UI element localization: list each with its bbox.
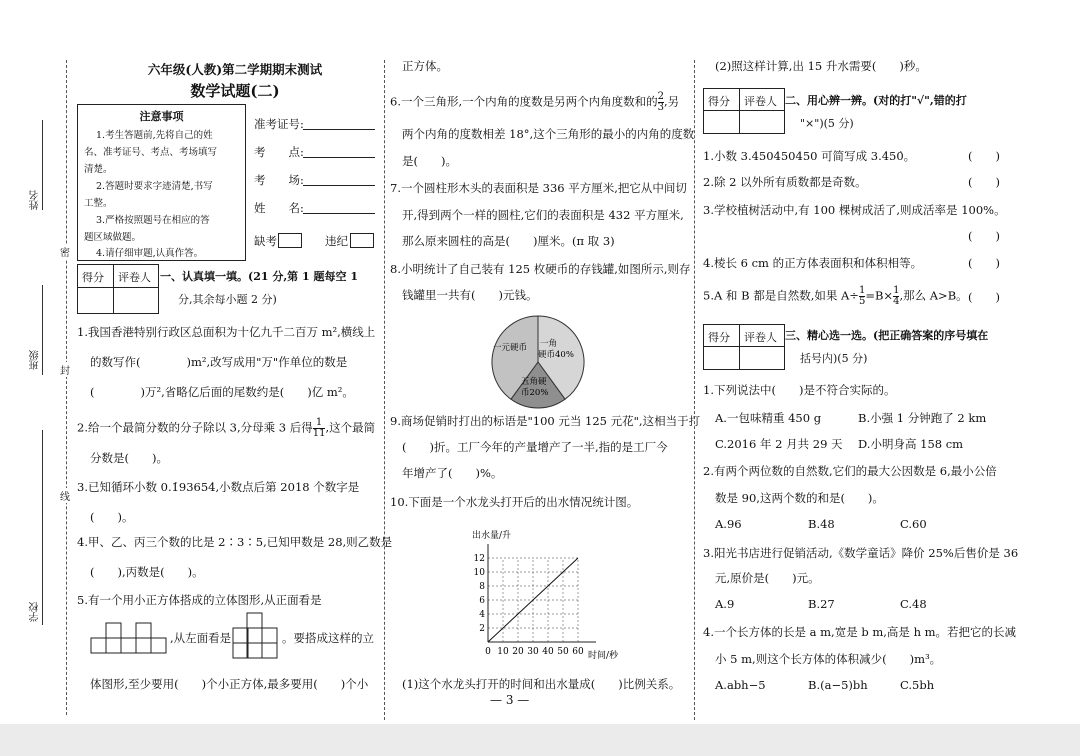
score-divider [739, 325, 740, 369]
choice-4-option-c[interactable]: C.5bh [900, 678, 935, 692]
section3-heading: 三、精心选一选。(把正确答案的序号填在 [785, 329, 989, 342]
judge-5-fraction-2: $\frac{1}{4}$ [893, 285, 900, 307]
water-flow-chart [470, 520, 640, 670]
pie-label-wujiao: 五角硬 [521, 377, 547, 387]
page-bottom-margin [0, 724, 1080, 756]
question-7-line2: 开,得到两个一样的圆柱,它们的表面积是 432 平方厘米, [402, 208, 684, 222]
choice-1-option-d[interactable]: D.小明身高 158 cm [858, 437, 964, 451]
name-label: 姓名 [30, 190, 41, 210]
notice-box [77, 104, 246, 261]
judge-4: 4.棱长 6 cm 的正方体表面积和体积相等。 [703, 256, 923, 270]
score-box-2 [703, 88, 785, 134]
notice-line: 4.请仔细审题,认真作答。 [96, 248, 204, 259]
front-view-figure [90, 622, 170, 654]
chart-y-label: 出水量/升 [472, 531, 512, 541]
y-tick-label: 2 [479, 624, 485, 634]
question-3-line2: ( )。 [90, 510, 134, 524]
exam-number-field[interactable] [303, 129, 375, 130]
choice-3-option-c[interactable]: C.48 [900, 597, 927, 611]
name-line [42, 120, 43, 210]
score-divider [113, 265, 114, 313]
choice-1-option-a[interactable]: A.一包味精重 450 g [715, 411, 822, 425]
x-tick-label: 0 [485, 647, 491, 657]
question-9-line3: 年增产了( )%。 [402, 466, 503, 480]
score-box-3 [703, 324, 785, 370]
choice-4-line1: 4.一个长方体的长是 a m,宽是 b m,高是 h m。若把它的长减 [703, 625, 1017, 639]
judge-1: 1.小数 3.450450450 可简写成 3.4̇50̇。 [703, 149, 916, 163]
section1-heading-2: 分,其余每小题 2 分) [178, 293, 277, 306]
x-tick-label: 50 [557, 647, 569, 657]
notice-line: 工整。 [84, 198, 113, 209]
score-divider [739, 89, 740, 133]
question-6-text-end: ,另 [664, 94, 680, 109]
question-1-line3: ( )万²,省略亿后面的尾数约是( )亿 m²。 [90, 385, 354, 399]
judge-3: 3.学校植树活动中,有 100 棵树成活了,则成活率是 100%。 [703, 203, 1006, 217]
question-5-line3: 体图形,至少要用( )个小正方体,最多要用( )个小 [90, 677, 369, 691]
score-label: 得分 [82, 271, 104, 284]
name-field-label: 姓 名: [254, 201, 304, 215]
score-label: 得分 [708, 95, 730, 108]
question-6-line1 [390, 92, 679, 113]
choice-4-option-b[interactable]: B.(a−5)bh [808, 678, 868, 692]
x-tick-label: 10 [497, 647, 509, 657]
score-divider [704, 346, 784, 347]
judge-5 [703, 286, 968, 307]
question-9-line2: ( )折。工厂今年的产量增产了一半,指的是工厂今 [402, 440, 668, 454]
notice-line: 2.答题时要求字迹清楚,书写 [96, 181, 213, 192]
column-divider-1 [384, 60, 385, 720]
x-tick-label: 30 [527, 647, 539, 657]
choice-3-option-a[interactable]: A.9 [715, 597, 735, 611]
judge-5-answer[interactable]: ( ) [968, 290, 1000, 304]
question-2-line2: 分数是( )。 [90, 451, 168, 465]
choice-4-line2: 小 5 m,则这个长方体的体积减少( )m³。 [715, 652, 942, 666]
choice-3-option-b[interactable]: B.27 [808, 597, 835, 611]
section3-heading-2: 括号内)(5 分) [800, 352, 868, 365]
y-tick-label: 4 [479, 610, 485, 620]
grader-label: 评卷人 [744, 331, 777, 344]
judge-3-answer[interactable]: ( ) [968, 229, 1000, 243]
judge-5-fraction-1: $\frac{1}{5}$ [858, 285, 866, 307]
score-box-1 [77, 264, 159, 314]
seal-feng: 封 [60, 362, 70, 377]
exam-site-field[interactable] [303, 157, 375, 158]
notice-line: 清楚。 [84, 164, 113, 175]
choice-4-option-a[interactable]: A.abh−5 [715, 678, 766, 692]
question-10-part1: (1)这个水龙头打开的时间和出水量成( )比例关系。 [402, 677, 681, 691]
exam-subtitle: 数学试题(二) [190, 82, 280, 100]
column-divider-2 [694, 60, 695, 720]
question-8-line1: 8.小明统计了自己装有 125 枚硬币的存钱罐,如图所示,则存 [390, 262, 691, 276]
choice-1-option-c[interactable]: C.2016 年 2 月共 29 天 [715, 437, 843, 451]
y-tick-label: 6 [479, 596, 485, 606]
judge-5-text: 5.A 和 B 都是自然数,如果 A÷ [703, 288, 859, 303]
choice-1: 1.下列说法中( )是不符合实际的。 [703, 383, 896, 397]
question-2-text: 2.给一个最简分数的分子除以 3,分母乘 3 后得 [77, 420, 313, 435]
question-2-line1 [77, 418, 375, 439]
exam-site-label: 考 点: [254, 145, 304, 159]
fraction-numerator: 1 [313, 418, 326, 429]
violation-label: 违纪 [325, 234, 348, 248]
question-5-line1: 5.有一个用小正方体搭成的立体图形,从正面看是 [77, 593, 322, 607]
choice-1-option-b[interactable]: B.小强 1 分钟跑了 2 km [858, 411, 987, 425]
choice-2-line1: 2.有两个两位数的自然数,它们的最大公因数是 6,最小公倍 [703, 464, 997, 478]
fraction-numerator: 2 [657, 91, 664, 102]
question-4-line2: ( ),丙数是( )。 [90, 565, 204, 579]
question-1-line1: 1.我国香港特别行政区总面积为十亿九千二百万 m²,横线上 [77, 325, 376, 339]
question-4-line1: 4.甲、乙、丙三个数的比是 2∶3∶5,已知甲数是 28,则乙数是 [77, 535, 393, 549]
left-view-figure [232, 612, 278, 660]
violation-box[interactable] [350, 233, 374, 248]
section2-heading: 二、用心辨一辨。(对的打"√",错的打 [785, 94, 967, 107]
class-label: 班级 [30, 350, 41, 370]
question-6-text: 6.一个三角形,一个内角的度数是另两个内角度数和的 [390, 94, 658, 109]
choice-2-option-c[interactable]: C.60 [900, 517, 927, 531]
choice-2-option-b[interactable]: B.48 [808, 517, 835, 531]
score-divider [704, 110, 784, 111]
question-1-line2: 的数写作( )m²,改写成用"万"作单位的数是 [90, 355, 348, 369]
fraction-denominator: 4 [893, 296, 900, 307]
question-3-line1: 3.已知循环小数 0.1̇93654̇,小数点后第 2018 个数字是 [77, 480, 360, 494]
choice-3-line2: 元,原价是( )元。 [715, 571, 820, 585]
notice-line: 题区域做题。 [84, 232, 142, 243]
notice-line: 1.考生答题前,先将自己的姓 [96, 130, 213, 141]
page-number: — 3 — [490, 693, 530, 707]
school-label: 学校 [30, 602, 41, 622]
grader-label: 评卷人 [118, 271, 151, 284]
class-line [42, 285, 43, 375]
section1-heading-text: 一、认真填一填。(21 分,第 1 题每空 1 [160, 270, 358, 283]
pie-label-yijiao-2: 硬币40% [538, 350, 574, 360]
pie-label-wujiao-2: 币20% [521, 388, 549, 398]
school-line [42, 430, 43, 625]
question-6-line2: 两个内角的度数相差 18°,这个三角形的最小的内角的度数 [402, 127, 695, 141]
coin-pie-chart [488, 312, 588, 412]
pie-label-yiyuan: 一元硬币 [493, 343, 528, 353]
exam-room-field[interactable] [303, 185, 375, 186]
question-9-line1: 9.商场促销时打出的标语是"100 元当 125 元花",这相当于打 [390, 414, 701, 428]
question-5-continued: 正方体。 [402, 59, 448, 73]
question-6-line3: 是( )。 [402, 154, 457, 168]
judge-4-answer[interactable]: ( ) [968, 256, 1000, 270]
x-tick-label: 60 [572, 647, 584, 657]
exam-title: 六年级(人教)第二学期期末测试 [147, 62, 323, 77]
question-7-line1: 7.一个圆柱形木头的表面积是 336 平方厘米,把它从中间切 [390, 181, 687, 195]
choice-2-line2: 数是 90,这两个数的和是( )。 [715, 491, 884, 505]
y-tick-label: 10 [473, 568, 485, 578]
chart-x-label: 时间/秒 [588, 651, 619, 661]
notice-title: 注意事项 [139, 110, 184, 123]
score-label: 得分 [708, 331, 730, 344]
section1-heading [160, 268, 358, 284]
judge-2-answer[interactable]: ( ) [968, 175, 1000, 189]
absent-label: 缺考 [254, 234, 277, 248]
seal-xian: 线 [60, 488, 70, 503]
exam-number-label: 准考证号: [254, 117, 304, 131]
y-tick-label: 8 [479, 582, 485, 592]
judge-1-answer[interactable]: ( ) [968, 149, 1000, 163]
fraction-denominator: 3 [657, 102, 664, 113]
fraction-denominator: 11 [312, 428, 326, 439]
question-2-text-end: ,这个最简 [325, 420, 376, 435]
question-5-end: 。要搭成这样的立 [282, 631, 374, 645]
question-10: 10.下面是一个水龙头打开后的出水情况统计图。 [390, 495, 639, 509]
y-tick-label: 12 [473, 554, 485, 564]
notice-line: 3.严格按照题号在相应的答 [96, 215, 210, 226]
question-10-part2: (2)照这样计算,出 15 升水需要( )秒。 [715, 59, 927, 73]
question-5-mid: ,从左面看是 [170, 631, 232, 645]
question-7-line3: 那么原来圆柱的高是( )厘米。(π 取 3) [402, 234, 615, 248]
judge-5-mid: =B× [865, 288, 894, 303]
judge-5-end: ,那么 A>B。 [899, 288, 968, 303]
pie-label-yijiao: 一角 [540, 339, 558, 349]
exam-room-label: 考 场: [254, 173, 304, 187]
question-2-fraction [313, 418, 326, 439]
seal-mi: 密 [60, 244, 70, 259]
fraction-denominator: 5 [858, 296, 866, 307]
name-field[interactable] [303, 213, 375, 214]
x-tick-label: 20 [512, 647, 524, 657]
notice-line: 名、准考证号、考点、考场填写 [84, 147, 218, 158]
choice-2-option-a[interactable]: A.96 [715, 517, 742, 531]
grader-label: 评卷人 [744, 95, 777, 108]
section2-heading-2: "×")(5 分) [800, 117, 854, 130]
choice-3-line1: 3.阳光书店进行促销活动,《数学童话》降价 25%后售价是 36 [703, 546, 1019, 560]
judge-2: 2.除 2 以外所有质数都是奇数。 [703, 175, 867, 189]
seal-line [66, 60, 67, 715]
absent-box[interactable] [278, 233, 302, 248]
question-8-line2: 钱罐里一共有( )元钱。 [402, 288, 538, 302]
score-divider [78, 287, 158, 288]
x-tick-label: 40 [542, 647, 554, 657]
